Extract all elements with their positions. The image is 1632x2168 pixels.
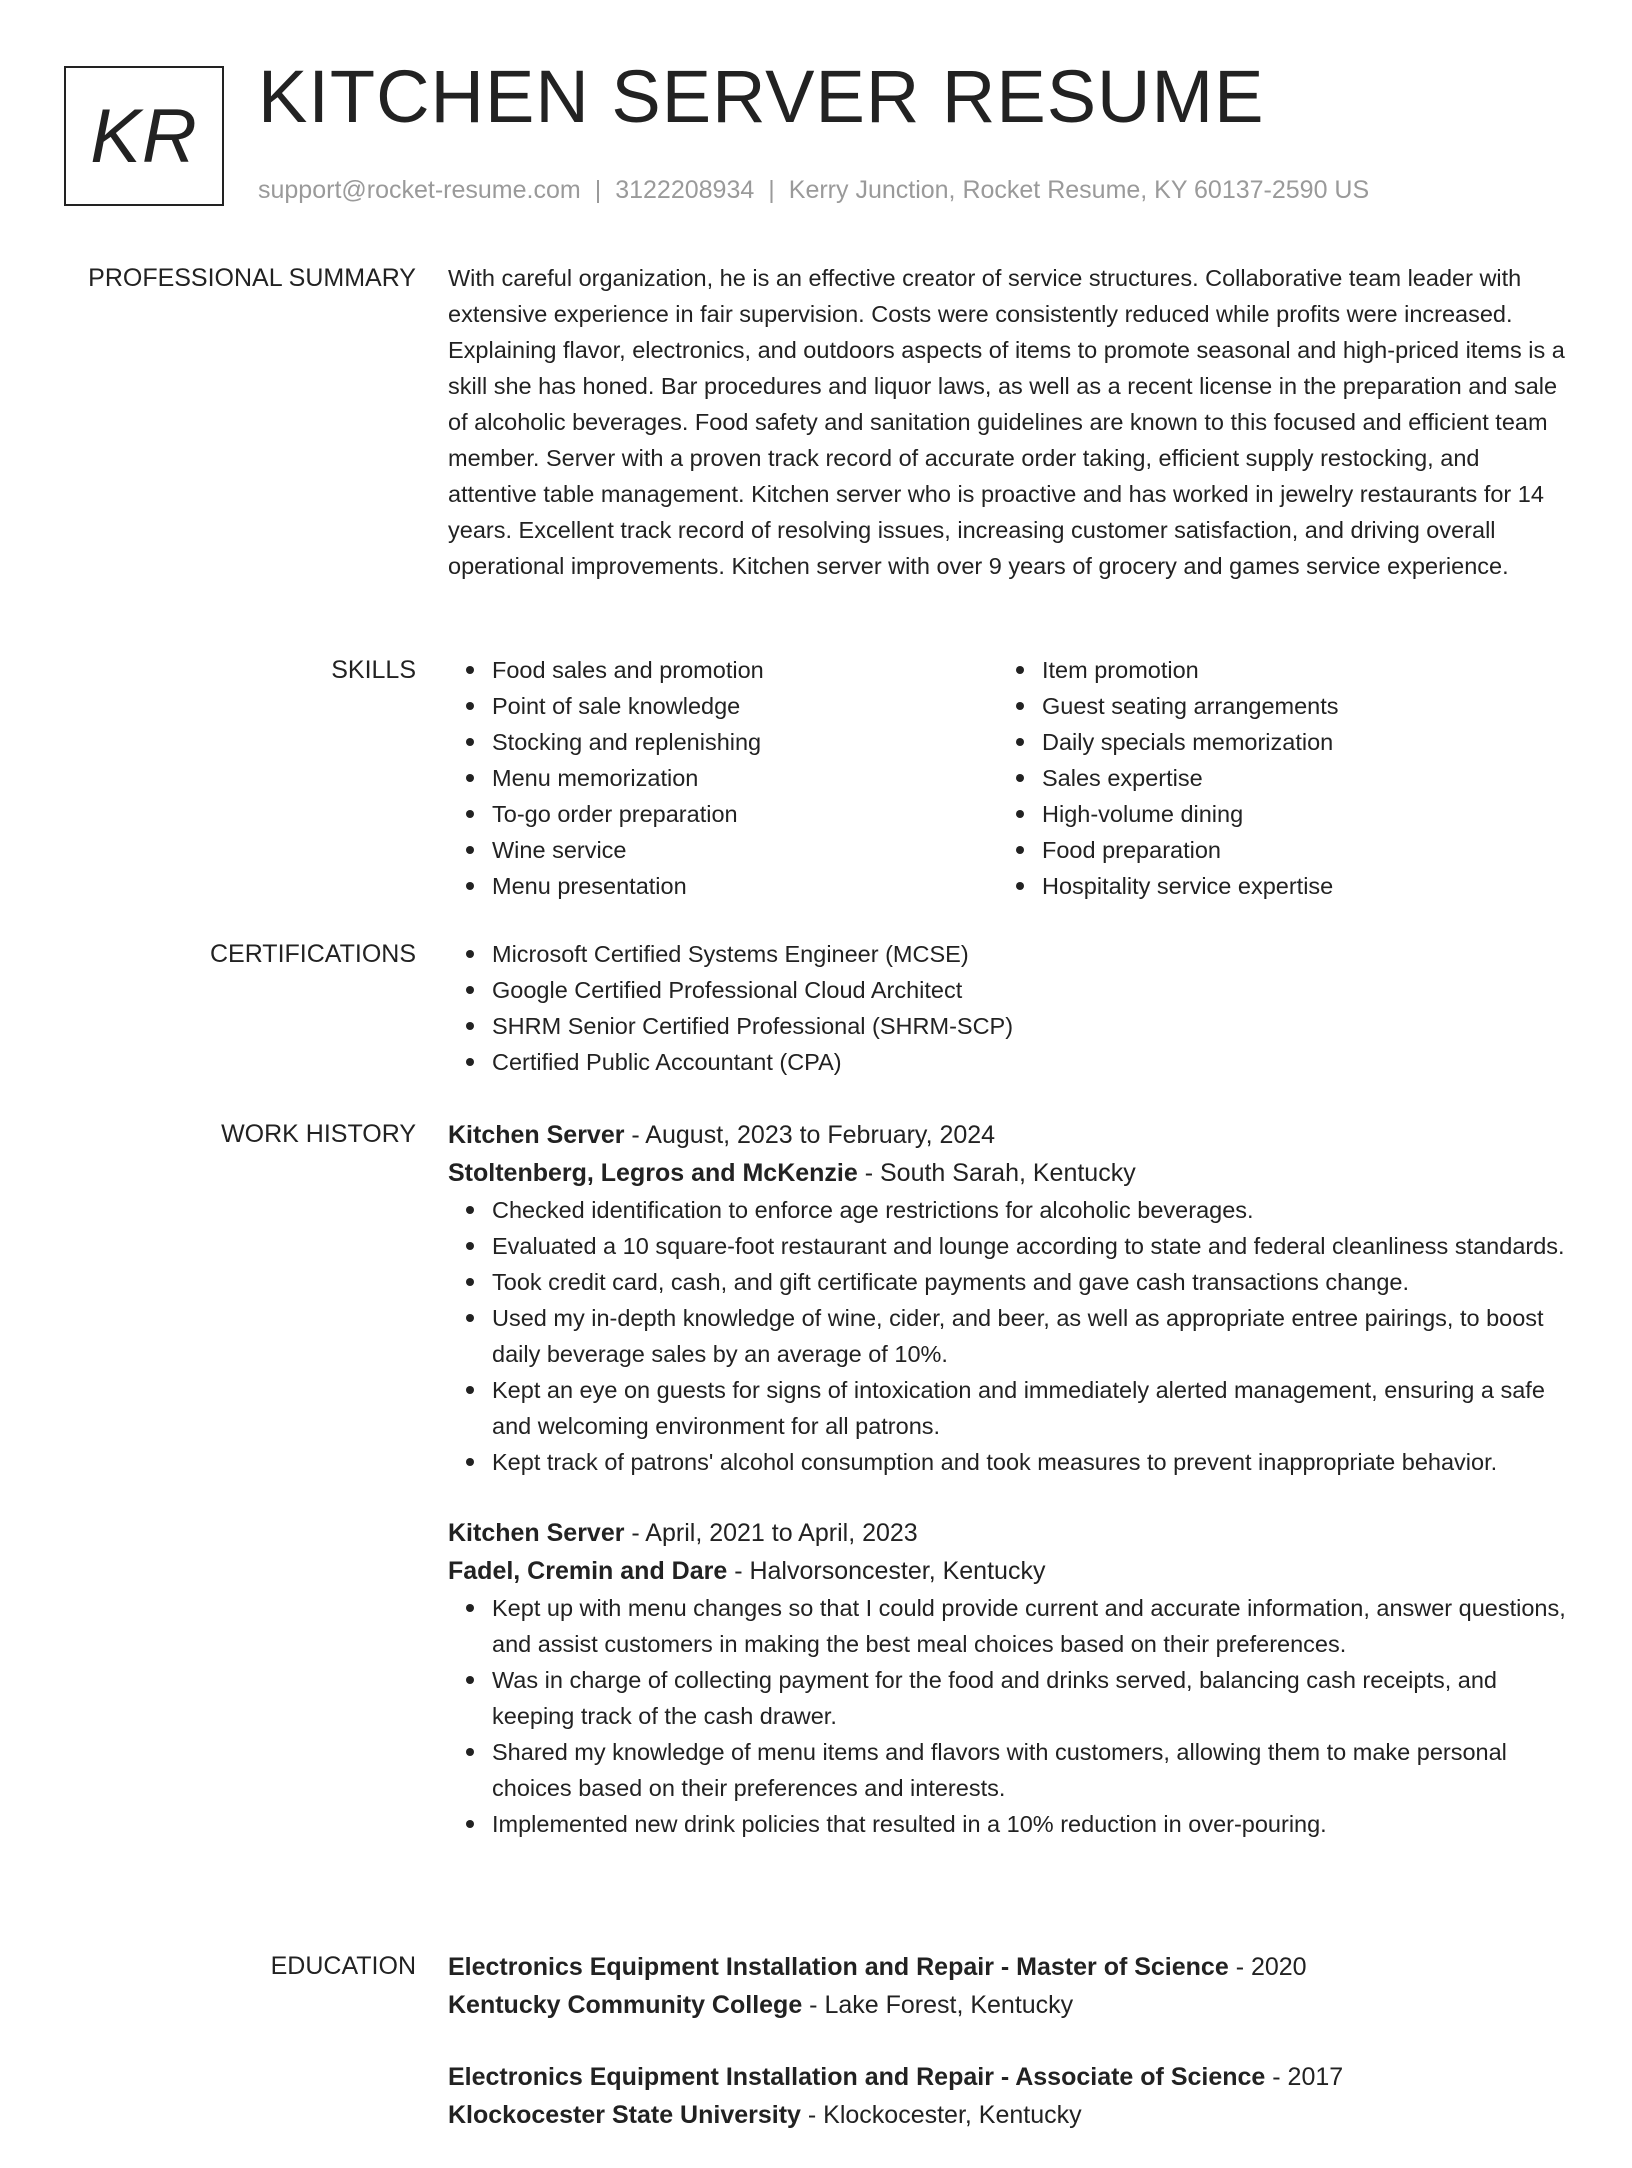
page-title: KITCHEN SERVER RESUME bbox=[258, 55, 1265, 138]
education-entry bbox=[448, 2058, 1570, 2134]
education-degree: Electronics Equipment Installation and Repair - Master of Science bbox=[448, 1953, 1229, 1981]
skill-item: Daily specials memorization bbox=[1042, 724, 1548, 760]
job-entry bbox=[448, 1514, 1570, 1842]
job-bullet: Used my in-depth knowledge of wine, cider, and beer, as well as appropriate entree pairings, to boost daily beverage sales by an average of 10%. bbox=[492, 1300, 1570, 1372]
job-title: Kitchen Server bbox=[448, 1519, 625, 1547]
job-heading bbox=[448, 1514, 1570, 1552]
skill-item: Item promotion bbox=[1042, 652, 1548, 688]
education-degree-line bbox=[448, 2058, 1570, 2096]
certification-item: Google Certified Professional Cloud Architect bbox=[492, 972, 1570, 1008]
skills-label: SKILLS bbox=[331, 656, 416, 684]
skill-item: Point of sale knowledge bbox=[492, 688, 998, 724]
monogram-initials: KR bbox=[90, 93, 198, 179]
work-list bbox=[448, 1116, 1570, 1876]
contact-separator: | bbox=[768, 176, 775, 204]
contact-address: Kerry Junction, Rocket Resume, KY 60137-2590 US bbox=[788, 176, 1370, 204]
certification-item: Certified Public Accountant (CPA) bbox=[492, 1044, 1570, 1080]
education-degree-line bbox=[448, 1948, 1570, 1986]
skill-item: Food preparation bbox=[1042, 832, 1548, 868]
job-bullet: Kept track of patrons' alcohol consumption and took measures to prevent inappropriate behavior. bbox=[492, 1444, 1570, 1480]
job-bullet: Implemented new drink policies that resulted in a 10% reduction in over-pouring. bbox=[492, 1806, 1570, 1842]
certifications-label: CERTIFICATIONS bbox=[209, 940, 416, 968]
skill-item: Menu presentation bbox=[492, 868, 998, 904]
certification-item: SHRM Senior Certified Professional (SHRM-SCP) bbox=[492, 1008, 1570, 1044]
job-bullet: Kept an eye on guests for signs of intoxication and immediately alerted management, ensuring a safe and welcoming environment for all patrons. bbox=[492, 1372, 1570, 1444]
job-bullet: Took credit card, cash, and gift certificate payments and gave cash transactions change. bbox=[492, 1264, 1570, 1300]
skill-item: Sales expertise bbox=[1042, 760, 1548, 796]
education-year: - 2020 bbox=[1228, 1953, 1307, 1981]
education-location: - Klockocester, Kentucky bbox=[800, 2101, 1082, 2129]
education-label: EDUCATION bbox=[270, 1952, 416, 1980]
monogram-box bbox=[64, 66, 224, 206]
job-company: Fadel, Cremin and Dare bbox=[448, 1557, 728, 1585]
job-dates: - April, 2021 to April, 2023 bbox=[624, 1519, 918, 1547]
education-entry bbox=[448, 1948, 1570, 2024]
job-location: - Halvorsoncester, Kentucky bbox=[727, 1557, 1046, 1585]
job-bullet: Was in charge of collecting payment for the food and drinks served, balancing cash receipts, and keeping track of the cash drawer. bbox=[492, 1662, 1570, 1734]
work-label: WORK HISTORY bbox=[221, 1120, 416, 1148]
summary-text: With careful organization, he is an effective creator of service structures. Collaborative team leader with extensive experience in fair supervision. Costs were consistently reduced while profits were increased. Explaining flavor, electronics, and outdoors aspects of items to promote seasonal and high-priced items is a skill she has honed. Bar procedures and liquor laws, as well as a recent license in the preparation and sale of alcoholic beverages. Food safety and sanitation guidelines are known to this focused and efficient team member. Server with a proven track record of accurate order taking, efficient supply restocking, and attentive table management. Kitchen server who is proactive and has worked in jewelry restaurants for 14 years. Excellent track record of resolving issues, increasing customer satisfaction, and driving overall operational improvements. Kitchen server with over 9 years of grocery and games service experience. bbox=[448, 265, 1565, 579]
skills-grid bbox=[448, 652, 1570, 904]
job-bullet: Shared my knowledge of menu items and flavors with customers, allowing them to make personal choices based on their preferences and interests. bbox=[492, 1734, 1570, 1806]
job-location: - South Sarah, Kentucky bbox=[857, 1159, 1136, 1187]
summary-label: PROFESSIONAL SUMMARY bbox=[88, 264, 416, 292]
job-bullet: Checked identification to enforce age restrictions for alcoholic beverages. bbox=[492, 1192, 1570, 1228]
skill-item: Menu memorization bbox=[492, 760, 998, 796]
job-bullet: Evaluated a 10 square-foot restaurant and lounge according to state and federal cleanliness standards. bbox=[492, 1228, 1570, 1264]
skill-item: High-volume dining bbox=[1042, 796, 1548, 832]
skill-item: Hospitality service expertise bbox=[1042, 868, 1548, 904]
job-bullet: Kept up with menu changes so that I could provide current and accurate information, answer questions, and assist customers in making the best meal choices based on their preferences. bbox=[492, 1590, 1570, 1662]
certifications-list bbox=[448, 936, 1570, 1080]
education-school: Kentucky Community College bbox=[448, 1991, 803, 2019]
contact-separator: | bbox=[594, 176, 602, 204]
education-list bbox=[448, 1948, 1570, 2168]
job-employer-line bbox=[448, 1154, 1570, 1192]
contact-line bbox=[258, 176, 1369, 205]
job-title: Kitchen Server bbox=[448, 1121, 625, 1149]
skill-item: Stocking and replenishing bbox=[492, 724, 998, 760]
job-dates: - August, 2023 to February, 2024 bbox=[624, 1121, 996, 1149]
skill-item: Food sales and promotion bbox=[492, 652, 998, 688]
skills-column-right bbox=[998, 652, 1548, 904]
education-degree: Electronics Equipment Installation and Repair - Associate of Science bbox=[448, 2063, 1266, 2091]
job-employer-line bbox=[448, 1552, 1570, 1590]
contact-phone[interactable]: 3122208934 bbox=[615, 176, 755, 204]
skill-item: Wine service bbox=[492, 832, 998, 868]
job-entry bbox=[448, 1116, 1570, 1480]
education-school: Klockocester State University bbox=[448, 2101, 801, 2129]
education-location: - Lake Forest, Kentucky bbox=[802, 1991, 1074, 2019]
education-year: - 2017 bbox=[1265, 2063, 1344, 2091]
contact-email[interactable]: support@rocket-resume.com bbox=[258, 176, 581, 204]
education-school-line bbox=[448, 1986, 1570, 2024]
certification-item: Microsoft Certified Systems Engineer (MCSE) bbox=[492, 936, 1570, 972]
job-heading bbox=[448, 1116, 1570, 1154]
job-company: Stoltenberg, Legros and McKenzie bbox=[448, 1159, 858, 1187]
skill-item: Guest seating arrangements bbox=[1042, 688, 1548, 724]
skills-column-left bbox=[448, 652, 998, 904]
skill-item: To-go order preparation bbox=[492, 796, 998, 832]
education-school-line bbox=[448, 2096, 1570, 2134]
